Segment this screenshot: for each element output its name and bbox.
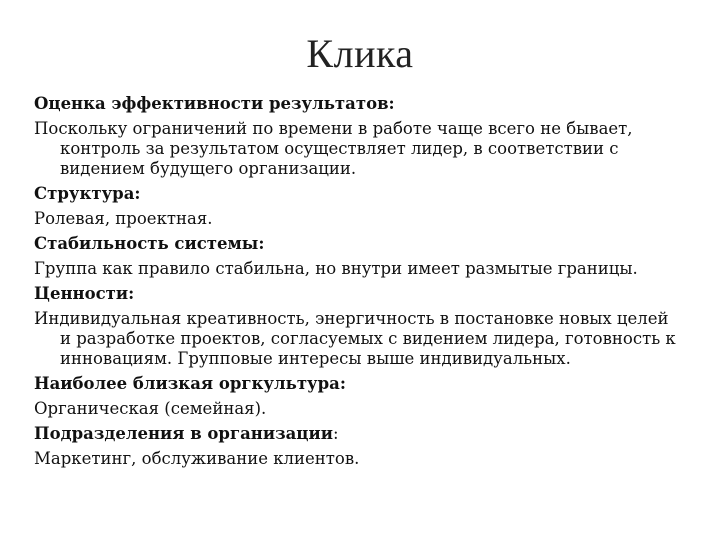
section-heading: Подразделения в организации: [34, 424, 333, 443]
section-heading: Наиболее близкая оргкультура:: [34, 374, 346, 393]
section-heading: Ценности:: [34, 284, 135, 303]
section-evaluation-heading: [34, 94, 684, 114]
section-heading: Стабильность системы:: [34, 234, 265, 253]
section-culture-heading: [34, 374, 684, 394]
section-values-text: Индивидуальная креативность, энергичность в постановке новых целей и разработке проектов, согласуемых с видением лидера, готовность к инновациям. Групповые интересы выше индивидуальных.: [34, 309, 676, 368]
section-heading: Структура:: [34, 184, 141, 203]
slide-content: [34, 94, 684, 474]
section-structure-text: Ролевая, проектная.: [34, 209, 213, 228]
section-evaluation-text: Поскольку ограничений по времени в работе чаще всего не бывает, контроль за результатом осуществляет лидер, в соответствии с видением будущего организации.: [34, 119, 633, 178]
section-stability-text: Группа как правило стабильна, но внутри имеет размытые границы.: [34, 259, 638, 278]
section-heading-suffix: :: [332, 424, 339, 443]
section-divisions-heading: [34, 424, 684, 444]
section-stability-heading: [34, 234, 684, 254]
section-heading: Оценка эффективности результатов:: [34, 94, 395, 113]
section-divisions-text: Маркетинг, обслуживание клиентов.: [34, 449, 360, 468]
slide-title: Клика: [306, 31, 414, 76]
section-culture-text: Органическая (семейная).: [34, 399, 267, 418]
section-structure-heading: [34, 184, 684, 204]
section-values-heading: [34, 284, 684, 304]
